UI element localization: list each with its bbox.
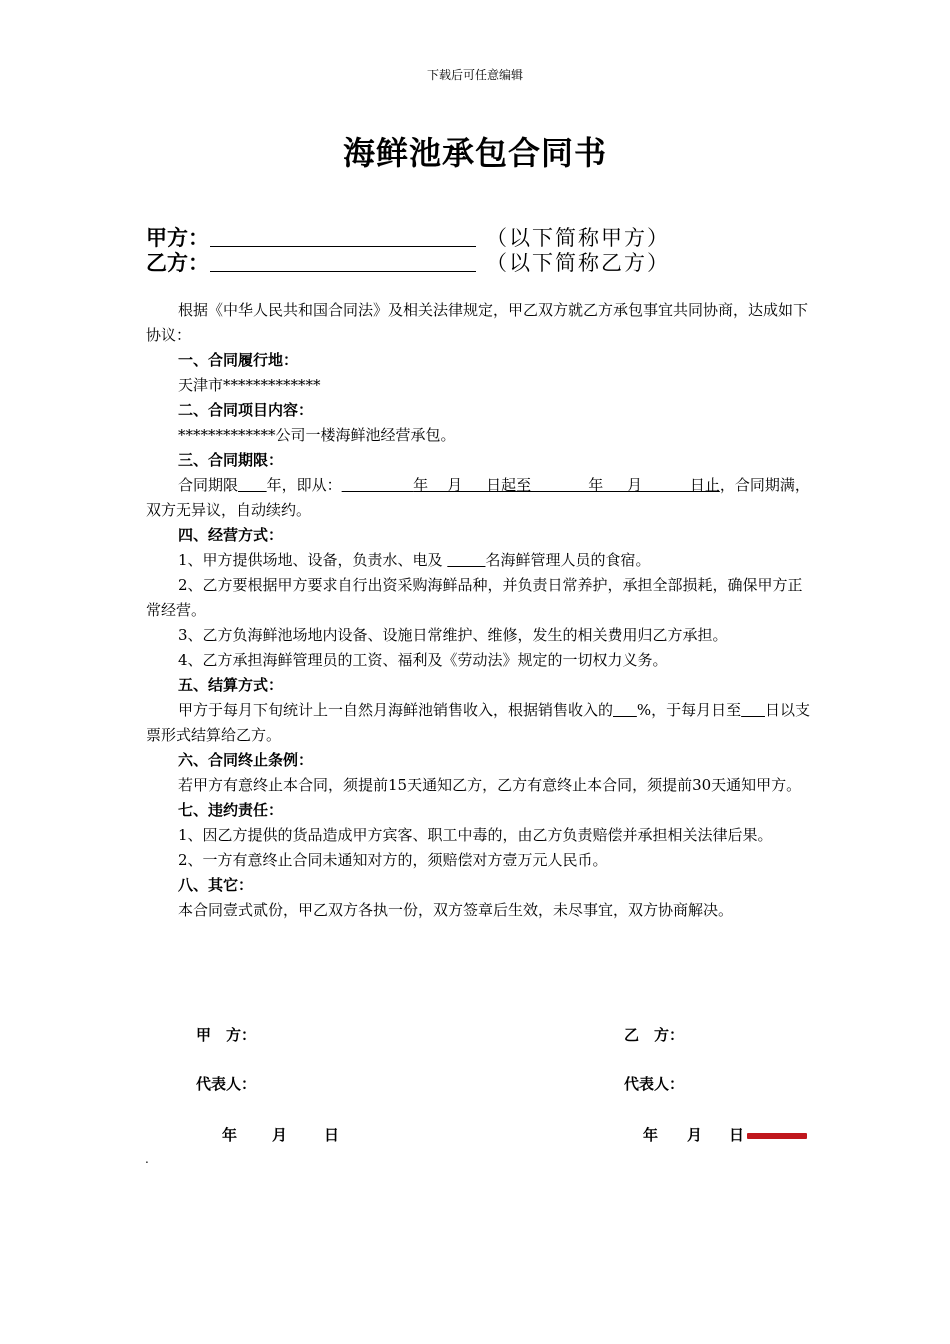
term-from: 年，即从：: [266, 476, 342, 494]
section-4-item-3: 3、乙方负海鲜池场地内设备、设施日常维护、维修，发生的相关费用归乙方承担。: [178, 626, 728, 644]
section-4-item-1: 1、甲方提供场地、设备，负责水、电及 名海鲜管理人员的食宿。: [178, 551, 651, 569]
contract-body: [146, 298, 812, 923]
section-3-text: [146, 473, 812, 523]
section-8-text: 本合同壹式贰份，甲乙双方各执一份，双方签章后生效，未尽事宜，双方协商解决。: [178, 901, 734, 919]
party-b-signature-label: 乙 方：: [624, 1026, 685, 1044]
section-1-heading: 一、合同履行地：: [178, 351, 299, 369]
party-b-line: [146, 247, 670, 277]
section-7-heading: 七、违约责任：: [178, 801, 284, 819]
intro-paragraph: 根据《中华人民共和国合同法》及相关法律规定，甲乙双方就乙方承包事宜共同协商，达成如下协议：: [146, 301, 809, 344]
party-b-representative: 代表人：: [624, 1075, 685, 1093]
party-a-representative: 代表人：: [196, 1075, 257, 1093]
section-4-item-4: 4、乙方承担海鲜管理员的工资、福利及《劳动法》规定的一切权力义务。: [178, 651, 668, 669]
section-3-heading: 三、合同期限：: [178, 451, 284, 469]
party-b-label: 乙方：: [146, 251, 209, 275]
party-a-note: （以下简称甲方）: [486, 226, 670, 250]
staff-count-blank[interactable]: [447, 551, 485, 569]
document-title: 海鲜池承包合同书: [342, 134, 607, 172]
party-a-blank[interactable]: [210, 226, 476, 247]
term-date-range[interactable]: 年 月 日起至 年 月 日止: [413, 476, 720, 494]
section-7-item-2: 2、一方有意终止合同未通知对方的，须赔偿对方壹万元人民币。: [178, 851, 608, 869]
settle-day-blank[interactable]: [741, 701, 765, 719]
percent-blank[interactable]: [613, 701, 637, 719]
red-seal-mark: [747, 1133, 807, 1139]
section-6-heading: 六、合同终止条例：: [178, 751, 314, 769]
header-note: 下载后可任意编辑: [426, 68, 523, 82]
section-6-text: 若甲方有意终止本合同，须提前15天通知乙方，乙方有意终止本合同，须提前30天通知甲方。: [178, 776, 802, 794]
term-prefix: 合同期限: [178, 476, 239, 494]
party-b-blank[interactable]: [210, 251, 476, 272]
section-7-item-1: 1、因乙方提供的货品造成甲方宾客、职工中毒的，由乙方负责赔偿并承担相关法律后果。: [178, 826, 773, 844]
party-b-date: 年 月 日: [643, 1126, 745, 1144]
section-4-item-2: 2、乙方要根据甲方要求自行出资采购海鲜品种，并负责日常养护，承担全部损耗，确保甲方正常经营。: [146, 576, 803, 619]
section-2-text: *************公司一楼海鲜池经营承包。: [178, 426, 456, 444]
term-years-blank[interactable]: [238, 476, 267, 494]
section-5-text: 甲方于每月下旬统计上一自然月海鲜池销售收入，根据销售收入的 %，于每月日至 日以支票形式结算给乙方。: [146, 701, 810, 744]
party-a-signature-label: 甲 方：: [196, 1026, 257, 1044]
section-1-text: 天津市*************: [178, 376, 321, 394]
section-2-heading: 二、合同项目内容：: [178, 401, 314, 419]
party-a-date: 年 月 日: [222, 1126, 340, 1144]
section-4-heading: 四、经营方式：: [178, 526, 284, 544]
party-a-label: 甲方：: [146, 226, 209, 250]
end-mark: .: [145, 1152, 149, 1166]
section-5-heading: 五、结算方式：: [178, 676, 284, 694]
section-8-heading: 八、其它：: [178, 876, 254, 894]
party-b-note: （以下简称乙方）: [486, 251, 670, 275]
term-suffix: ，合同期满，双方无异议，自动续约。: [146, 476, 810, 519]
